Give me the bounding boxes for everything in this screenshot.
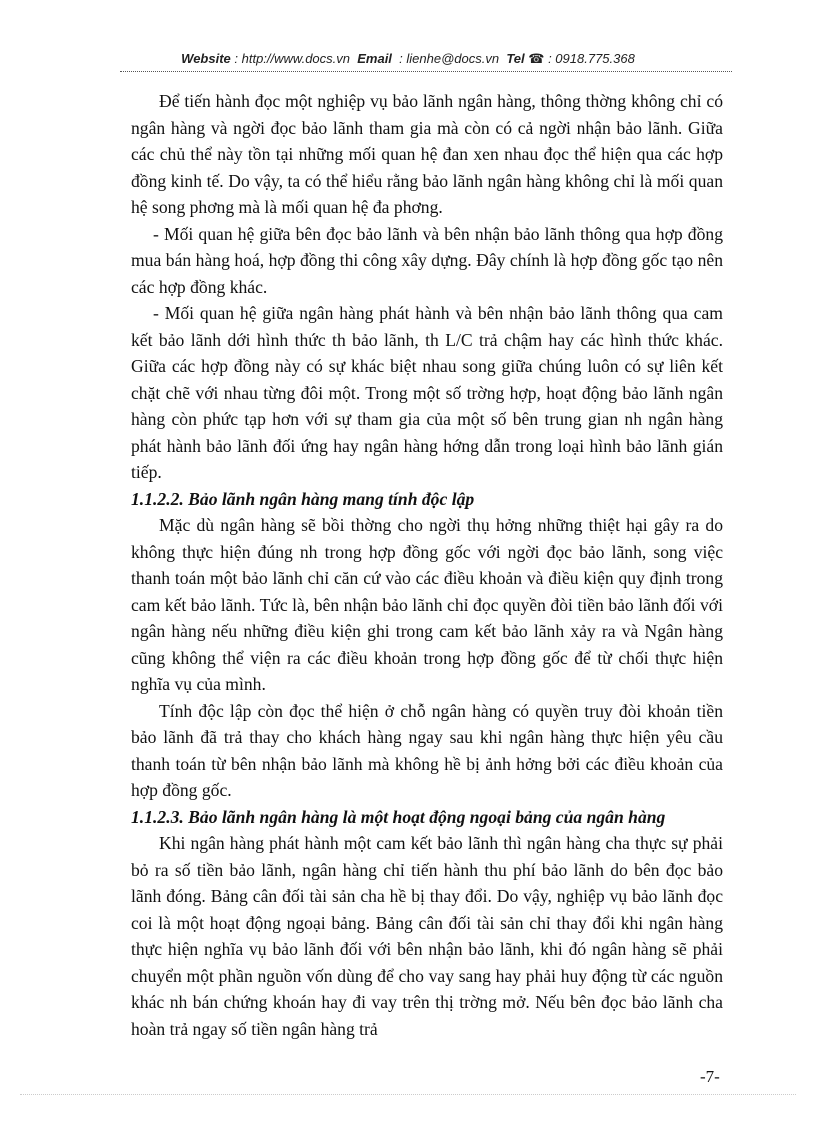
paragraph: Mặc dù ngân hàng sẽ bồi thờng cho ngời thụ hởng những thiệt hại gây ra do không thực hiện đúng nh trong hợp đồng gốc với ngời đọc bảo lãnh, song việc thanh toán một bảo lãnh chỉ căn cứ vào các điều khoản và điều kiện quy định trong cam kết bảo lãnh. Tức là, bên nhận bảo lãnh chỉ đọc quyền đòi tiền bảo lãnh đối với ngân hàng nếu những điều kiện ghi trong cam kết bảo lãnh xảy ra và Ngân hàng cũng không thể viện ra các điều khoản trong hợp đồng gốc để từ chối thực hiện nghĩa vụ của mình. [131, 515, 723, 694]
email-label: Email [357, 51, 392, 66]
tel-label: Tel [506, 51, 525, 66]
phone-icon: ☎ [528, 51, 545, 66]
paragraph: - Mối quan hệ giữa bên đọc bảo lãnh và bên nhận bảo lãnh thông qua hợp đồng mua bán hàng hoá, hợp đồng thi công xây dựng. Đây chính là hợp đồng gốc tạo nên các hợp đồng khác. [131, 223, 723, 297]
paragraph: Khi ngân hàng phát hành một cam kết bảo lãnh thì ngân hàng cha thực sự phải bỏ ra số tiền bảo lãnh, ngân hàng chỉ tiến hành thu phí bảo lãnh do bên đọc bảo lãnh đóng. Bảng cân đối tài sản cha hề bị thay đổi. Do vậy, nghiệp vụ bảo lãnh đọc coi là một hoạt động ngoại bảng. Bảng cân đối tài sản chỉ thay đổi khi ngân hàng thực hiện nghĩa vụ bảo lãnh đối với bên nhận bảo lãnh, khi đó ngân hàng sẽ phải chuyển một phần nguồn vốn dùng để cho vay sang hay phải huy động từ các nguồn khác nh bán chứng khoán hay đi vay trên thị trờng mở. Nếu bên đọc bảo lãnh cha hoàn trả ngay số tiền ngân hàng trả [131, 833, 723, 1039]
page-header [0, 51, 816, 67]
section-heading: 1.1.2.3. Bảo lãnh ngân hàng là một hoạt động ngoại bảng của ngân hàng [131, 806, 666, 827]
website-url[interactable]: : http://www.docs.vn [234, 51, 350, 66]
document-body [131, 88, 723, 1042]
website-label: Website [181, 51, 231, 66]
email-address[interactable]: : lienhe@docs.vn [399, 51, 500, 66]
paragraph: - Mối quan hệ giữa ngân hàng phát hành và bên nhận bảo lãnh thông qua cam kết bảo lãnh dới hình thức th bảo lãnh, th L/C trả chậm hay các hình thức khác. Giữa các hợp đồng này có sự khác biệt nhau song giữa chúng luôn có sự liên kết chặt chẽ với nhau từng đôi một. Trong một số trờng hợp, hoạt động bảo lãnh ngân hàng còn phức tạp hơn với sự tham gia của một số bên trung gian nh ngân hàng phát hành bảo lãnh đối ứng hay ngân hàng hớng dẫn trong loại hình bảo lãnh gián tiếp. [131, 303, 723, 482]
footer-divider [20, 1094, 796, 1095]
paragraph: Để tiến hành đọc một nghiệp vụ bảo lãnh ngân hàng, thông thờng không chỉ có ngân hàng và ngời đọc bảo lãnh tham gia mà còn có cả ngời nhận bảo lãnh. Giữa các chủ thể này tồn tại những mối quan hệ đan xen nhau đọc thể hiện qua các hợp đồng kinh tế. Do vậy, ta có thể hiểu rằng bảo lãnh ngân hàng không chỉ là mối quan hệ song phơng mà là mối quan hệ đa phơng. [131, 91, 723, 217]
tel-number: : 0918.775.368 [548, 51, 635, 66]
section-heading: 1.1.2.2. Bảo lãnh ngân hàng mang tính độc lập [131, 488, 475, 509]
page-number: -7- [700, 1067, 720, 1086]
header-divider [120, 71, 732, 72]
paragraph: Tính độc lập còn đọc thể hiện ở chỗ ngân hàng có quyền truy đòi khoản tiền bảo lãnh đã trả thay cho khách hàng ngay sau khi ngân hàng thực hiện yêu cầu thanh toán từ bên nhận bảo lãnh mà không hề bị ảnh hởng bởi các điều khoản của hợp đồng gốc. [131, 700, 723, 800]
